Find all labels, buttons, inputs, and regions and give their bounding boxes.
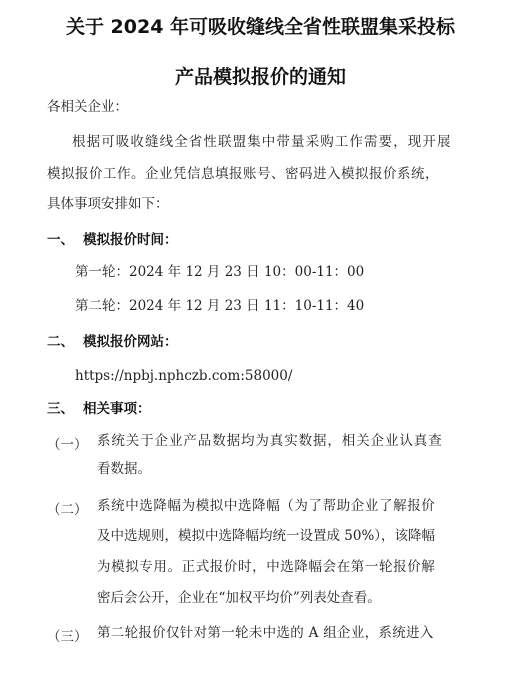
section-number: 二、	[47, 334, 74, 350]
intro-line-1: 根据可吸收缝线全省性联盟集中带量采购工作需要，现开展	[72, 134, 452, 150]
item-1-line-1: 系统关于企业产品数据均为真实数据，相关企业认真查	[97, 433, 443, 449]
section-heading-1	[47, 234, 178, 248]
quote-website-url: https://npbj.nphczb.com:58000/	[75, 368, 293, 384]
intro-line-2: 模拟报价工作。企业凭信息填报账号、密码进入模拟报价系统，	[47, 166, 439, 182]
item-2-line-1: 系统中选降幅为模拟中选降幅（为了帮助企业了解报价	[97, 498, 436, 514]
section-number: 一、	[47, 232, 74, 248]
item-number-1: （一）	[47, 437, 88, 453]
item-2-line-3: 为模拟专用。正式报价时，中选降幅会在第一轮报价解	[97, 559, 436, 575]
section-heading-2	[47, 336, 178, 350]
section-heading-3	[47, 403, 151, 417]
item-number-3: （三）	[47, 629, 88, 645]
item-number-2: （二）	[47, 502, 88, 518]
item-2-line-2: 及中选规则，模拟中选降幅均统一设置成 50%），该降幅	[97, 528, 436, 544]
section-title: 模拟报价时间：	[83, 232, 178, 248]
document-title-line-2: 产品模拟报价的通知	[174, 66, 346, 88]
section-title: 相关事项：	[83, 401, 151, 417]
section-title: 模拟报价网站：	[83, 334, 178, 350]
item-2-line-4: 密后会公开，企业在“加权平均价”列表处查看。	[97, 590, 381, 606]
schedule-round-2: 第二轮：2024 年 12 月 23 日 11：10-11：40	[75, 298, 365, 314]
schedule-round-1: 第一轮：2024 年 12 月 23 日 10：00-11：00	[75, 264, 365, 280]
item-1-line-2: 看数据。	[97, 461, 151, 477]
intro-line-3: 具体事项安排如下：	[47, 196, 169, 212]
section-number: 三、	[47, 401, 74, 417]
item-3-line-1: 第二轮报价仅针对第一轮未中选的 A 组企业，系统进入	[97, 625, 434, 641]
salutation: 各相关企业：	[47, 99, 128, 115]
document-title-line-1: 关于 2024 年可吸收缝线全省性联盟集采投标	[65, 16, 456, 38]
